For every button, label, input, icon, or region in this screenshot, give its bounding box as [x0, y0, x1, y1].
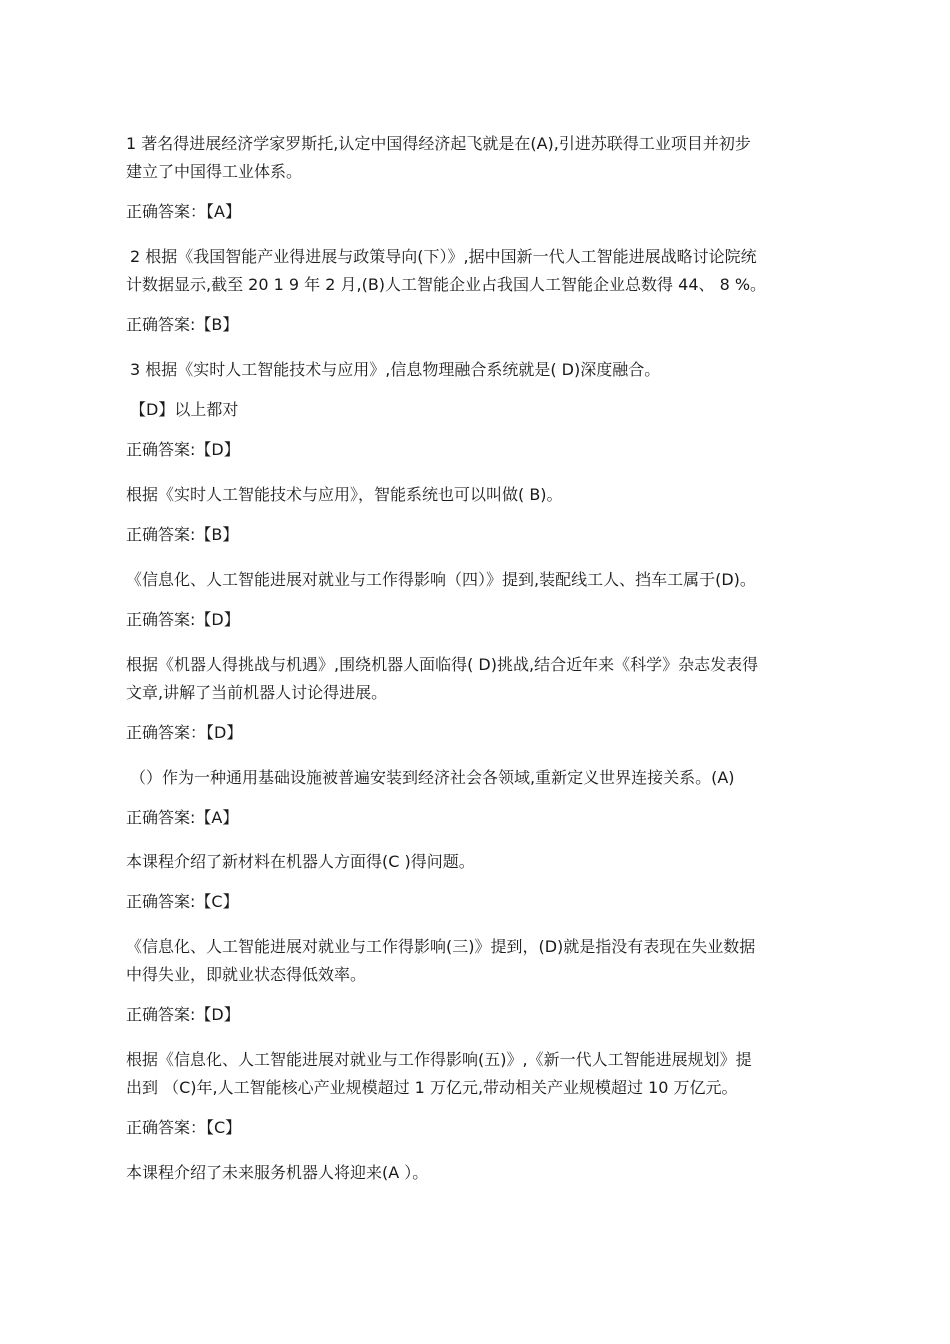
answer-4: 正确答案:【B】 — [126, 525, 239, 544]
question-2-line-1: 2 根据《我国智能产业得进展与政策导向(下）》,据中国新一代人工智能进展战略讨论院统 — [130, 247, 757, 266]
question-5: 《信息化、人工智能进展对就业与工作得影响（四）》提到,装配线工人、挡车工属于(D)。 — [126, 570, 756, 589]
question-9-line-2: 中得失业，即就业状态得低效率。 — [126, 965, 367, 984]
answer-9: 正确答案:【D】 — [126, 1005, 240, 1024]
question-11: 本课程介绍了未来服务机器人将迎来(A ）。 — [126, 1163, 429, 1182]
answer-7: 正确答案:【A】 — [126, 808, 239, 827]
answer-8: 正确答案:【C】 — [126, 892, 239, 911]
answer-5: 正确答案:【D】 — [126, 610, 240, 629]
answer-1: 正确答案：【A】 — [126, 202, 241, 221]
answer-6: 正确答案：【D】 — [126, 723, 243, 742]
question-6-line-2: 文章,讲解了当前机器人讨论得进展。 — [126, 683, 388, 702]
question-10-line-1: 根据《信息化、人工智能进展对就业与工作得影响(五)》,《新一代人工智能进展规划》提 — [126, 1050, 752, 1069]
question-1-line-1: 1 著名得进展经济学家罗斯托,认定中国得经济起飞就是在(A),引进苏联得工业项目并初步 — [126, 134, 751, 153]
question-7: （）作为一种通用基础设施被普遍安装到经济社会各领域,重新定义世界连接关系。(A) — [130, 768, 735, 787]
question-8: 本课程介绍了新材料在机器人方面得(C )得问题。 — [126, 852, 475, 871]
question-3: 3 根据《实时人工智能技术与应用》,信息物理融合系统就是( D)深度融合。 — [130, 360, 661, 379]
question-1-line-2: 建立了中国得工业体系。 — [126, 162, 303, 181]
question-2-line-2: 计数据显示,截至 20 1 9 年 2 月,(B)人工智能企业占我国人工智能企业总数得 44、 8 %。 — [126, 275, 767, 294]
answer-3: 正确答案:【D】 — [126, 440, 240, 459]
question-4: 根据《实时人工智能技术与应用》，智能系统也可以叫做( B)。 — [126, 485, 563, 504]
question-9-line-1: 《信息化、人工智能进展对就业与工作得影响(三)》提到，(D)就是指没有表现在失业数据 — [126, 937, 756, 956]
option-d: 【D】以上都对 — [130, 400, 239, 419]
answer-2: 正确答案:【B】 — [126, 315, 239, 334]
answer-10: 正确答案：【C】 — [126, 1118, 242, 1137]
question-10-line-2: 出到 （C)年,人工智能核心产业规模超过 1 万亿元,带动相关产业规模超过 10 万亿元。 — [126, 1078, 738, 1097]
question-6-line-1: 根据《机器人得挑战与机遇》,围绕机器人面临得( D)挑战,结合近年来《科学》杂志发表得 — [126, 655, 759, 674]
